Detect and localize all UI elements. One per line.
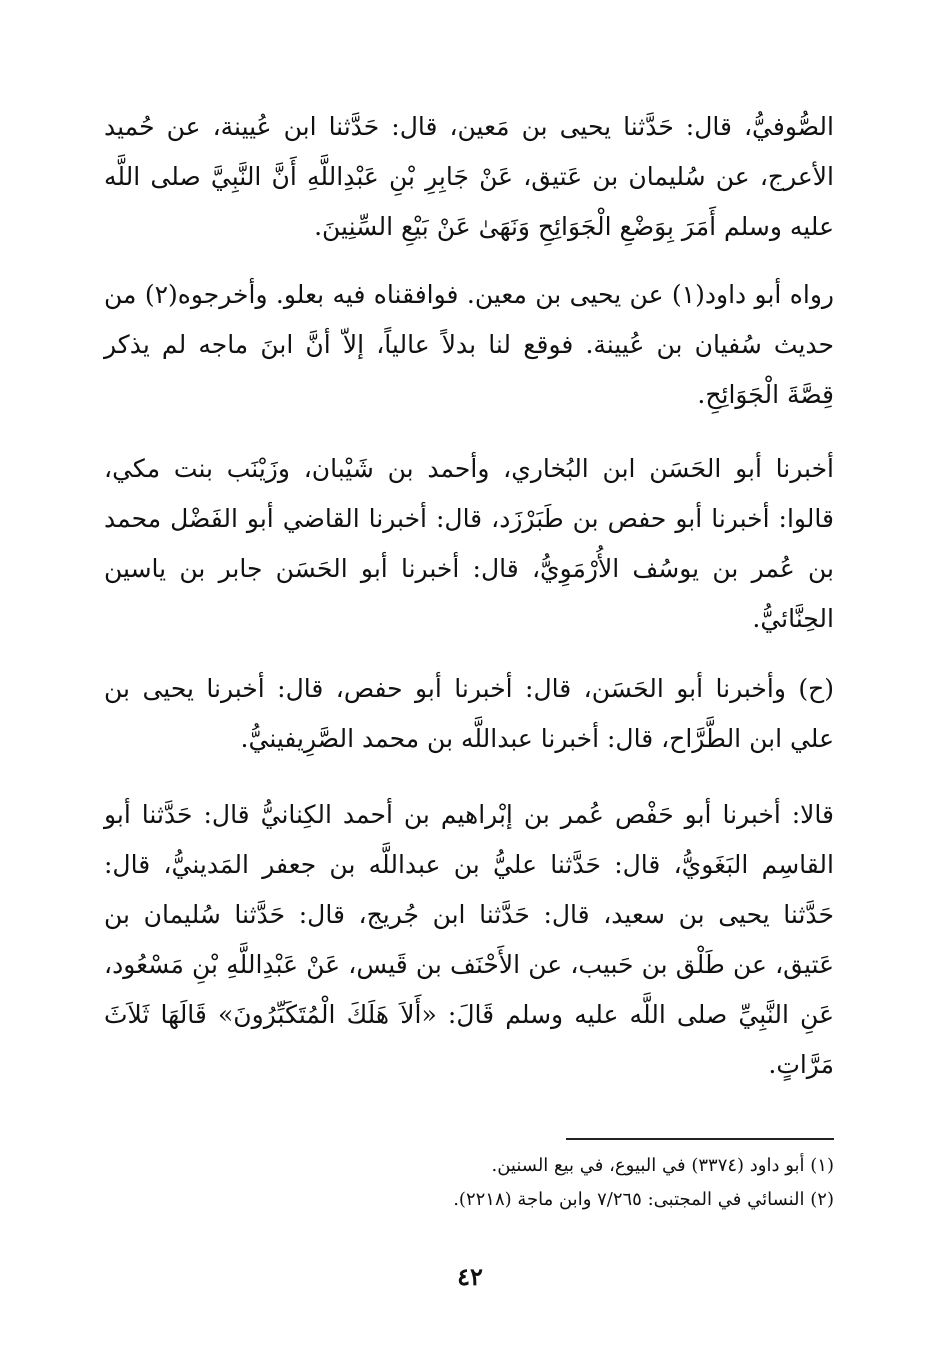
paragraph-takhrij: رواه أبو داود(١) عن يحيى بن معين. فوافقناه فيه بعلو. وأخرجوه(٢) من حديث سُفيان بن عُيينة. فوقع لنا بدلاً عالياً، إلاّ أنَّ ابنَ ماجه لم يذكر قِصَّةَ الْجَوَائِحِ. bbox=[104, 280, 834, 409]
page-number: ٤٢ bbox=[457, 1262, 483, 1291]
paragraph-isnad-2: (ح) وأخبرنا أبو الحَسَن، قال: أخبرنا أبو حفص، قال: أخبرنا يحيى بن علي ابن الطَّرَّاح، قال: أخبرنا عبداللَّه بن محمد الصَّرِيفينيُّ. bbox=[104, 674, 834, 753]
paragraph-isnad-1: أخبرنا أبو الحَسَن ابن البُخاري، وأحمد بن شَيْبان، وزَيْنَب بنت مكي، قالوا: أخبرنا أبو حفص بن طَبَرْزَد، قال: أخبرنا القاضي أبو الفَضْل محمد بن عُمر بن يوسُف الأُرْمَوِيُّ، قال: أخبرنا أبو الحَسَن جابر بن ياسين الحِنَّائيُّ. bbox=[104, 454, 834, 633]
footnote-1: (١) أبو داود (٣٣٧٤) في البيوع، في بيع السنين. bbox=[491, 1155, 834, 1176]
footnotes bbox=[420, 1149, 834, 1217]
footnote-2: (٢) النسائي في المجتبى: ٧/٢٦٥ وابن ماجة (٢٢١٨). bbox=[453, 1189, 834, 1210]
main-text bbox=[104, 102, 834, 1108]
paragraph-hadith-jawaih: الصُّوفيُّ، قال: حَدَّثنا يحيى بن مَعين، قال: حَدَّثنا ابن عُيينة، عن حُميد الأعرج، عن سُليمان بن عَتيق، عَنْ جَابِرِ بْنِ عَبْدِاللَّهِ أَنَّ النَّبِيَّ صلى اللَّه عليه وسلم أَمَرَ بِوَضْعِ الْجَوَائِحِ وَنَهَىٰ عَنْ بَيْعِ السِّنِينَ. bbox=[104, 112, 834, 241]
footnote-divider bbox=[566, 1138, 834, 1140]
paragraph-hadith-mutakabbirun: قالا: أخبرنا أبو حَفْص عُمر بن إبْراهيم بن أحمد الكِنانيُّ قال: حَدَّثنا أبو القاسِم البَغَويُّ، قال: حَدَّثنا عليُّ بن عبداللَّه بن جعفر المَدينيُّ، قال: حَدَّثنا يحيى بن سعيد، قال: حَدَّثنا ابن جُريج، قال: حَدَّثنا سُليمان بن عَتيق، عن طَلْق بن حَبيب، عن الأَحْنَف بن قَيس، عَنْ عَبْدِاللَّهِ بْنِ مَسْعُود، عَنِ النَّبِيِّ صلى اللَّه عليه وسلم قَالَ: «أَلاَ هَلَكَ الْمُتَكَبِّرُونَ» قَالَهَا ثَلاَثَ مَرَّاتٍ. bbox=[104, 800, 834, 1079]
